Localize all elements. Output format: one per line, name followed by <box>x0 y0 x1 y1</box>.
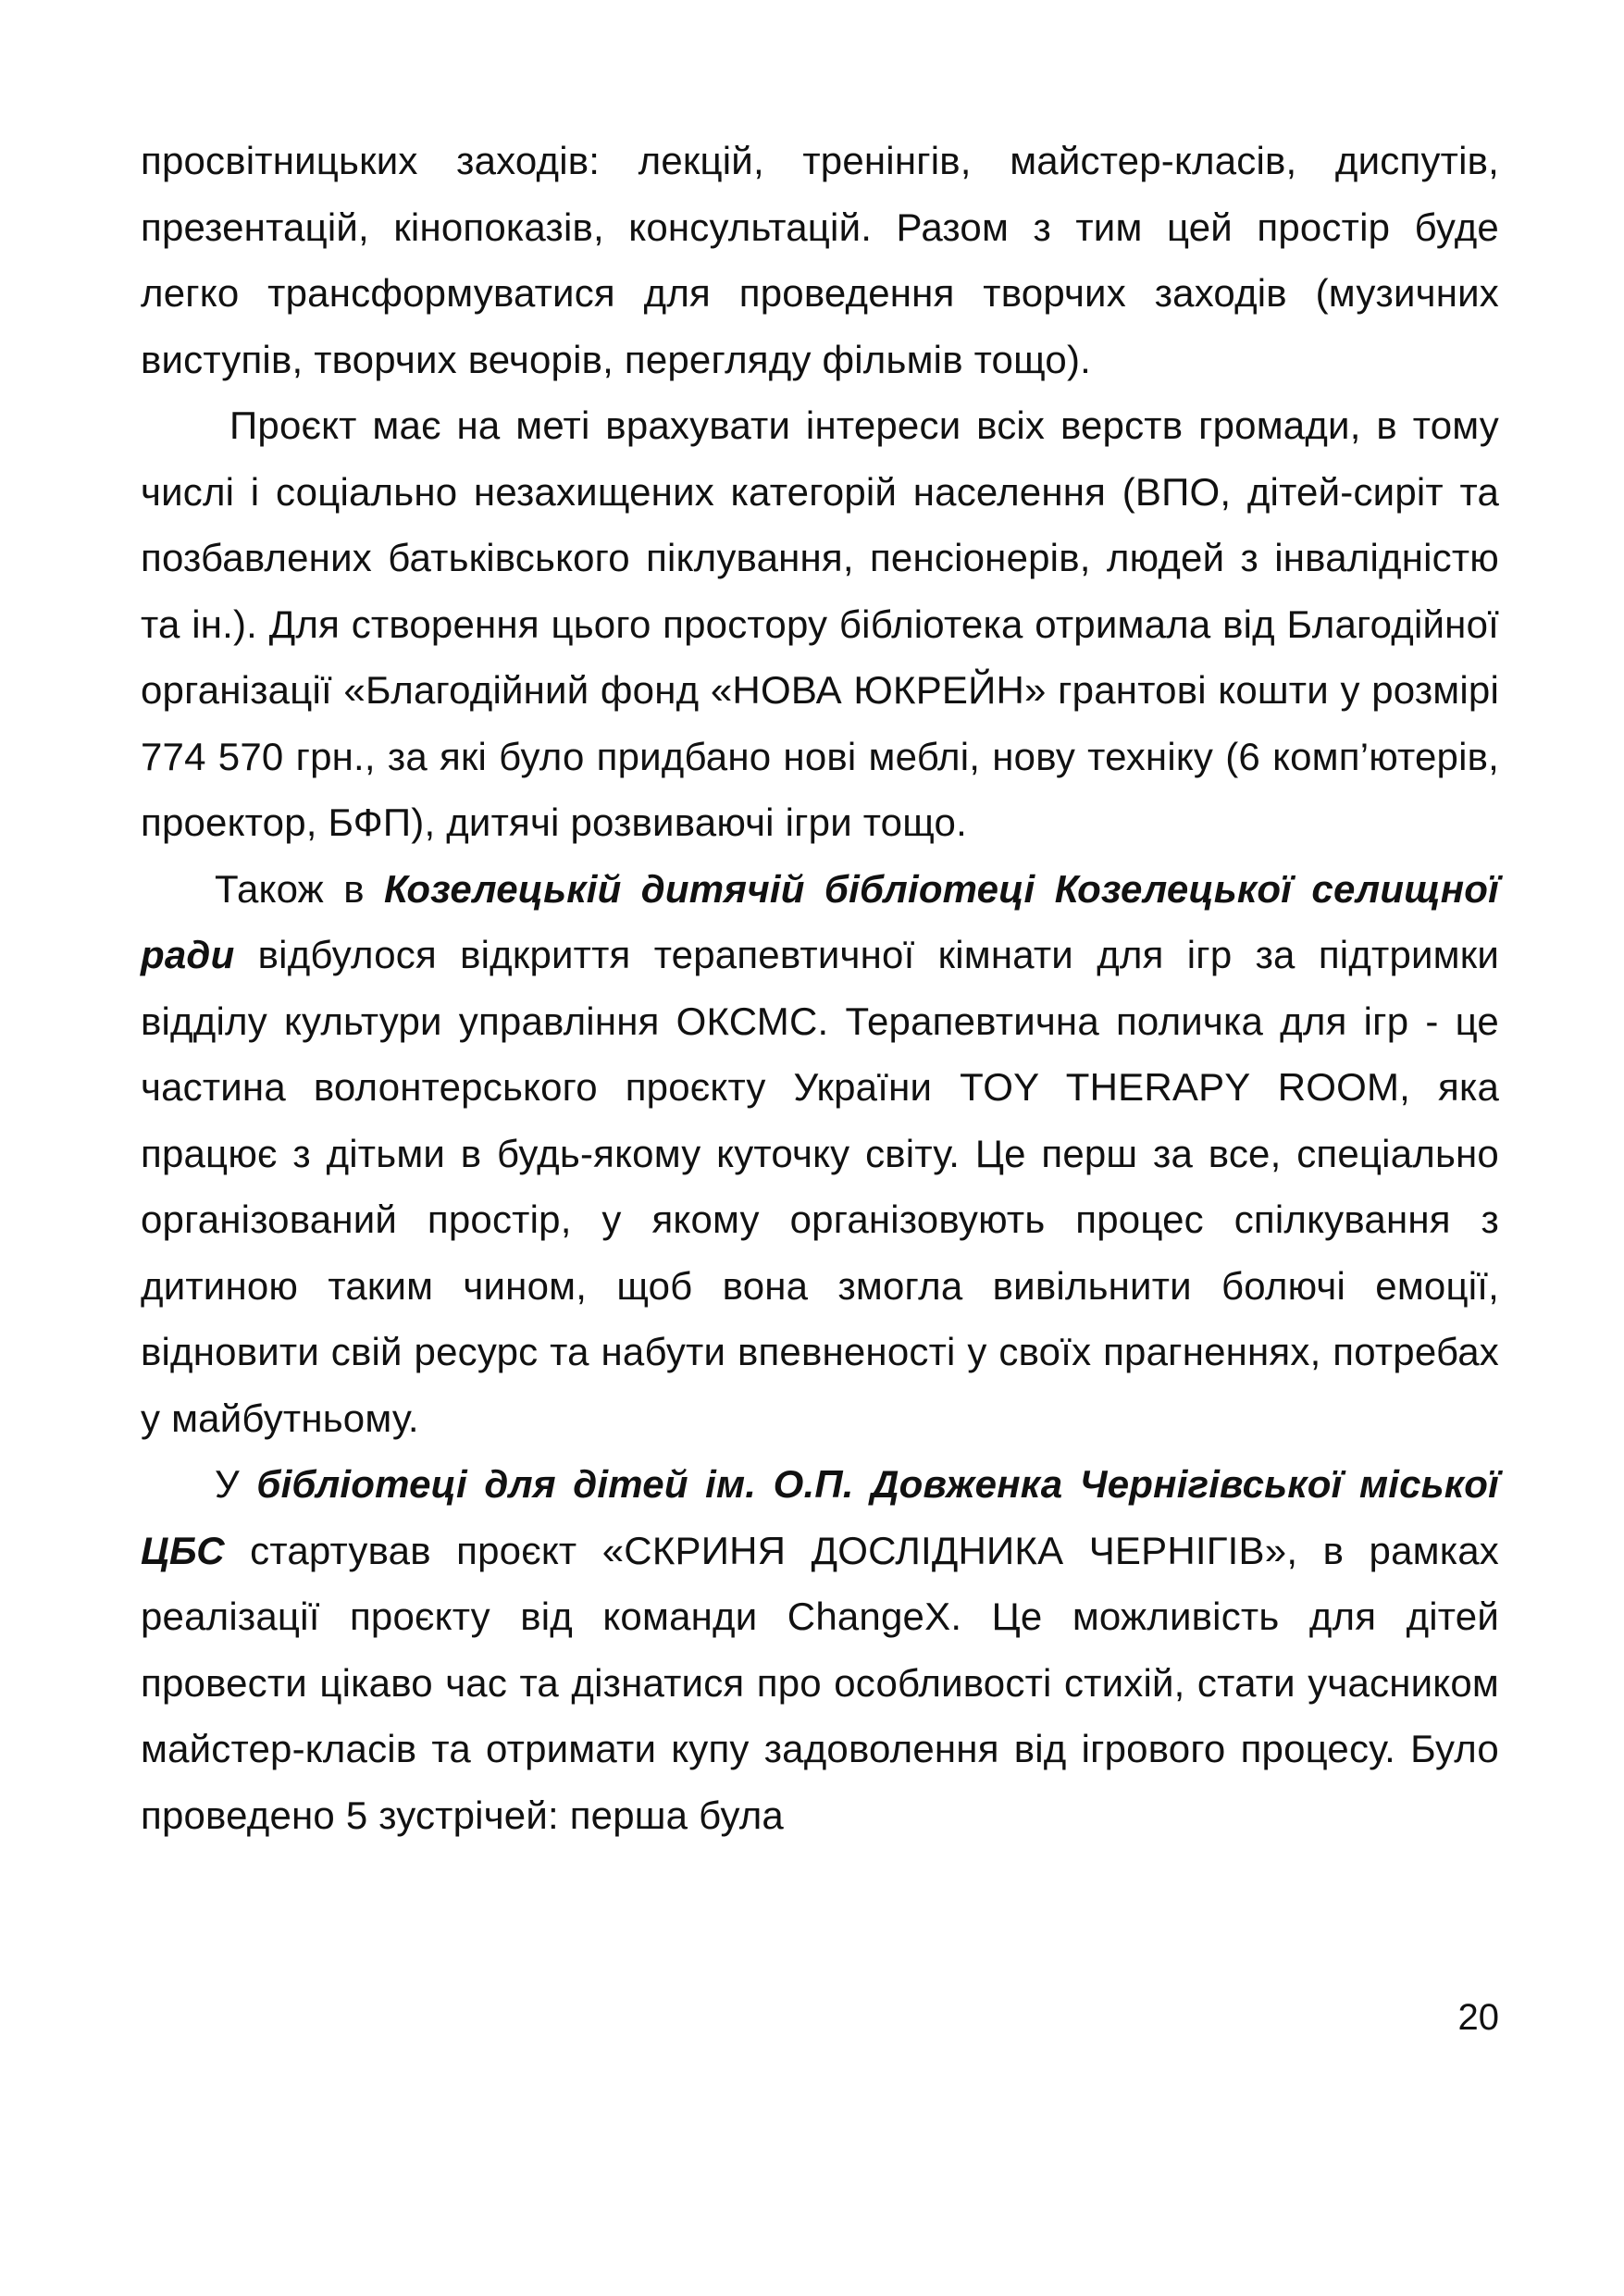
paragraph-3-lead: Також в <box>215 866 385 911</box>
paragraph-3-text: відбулося відкриття терапевтичної кімнати для ігр за підтримки відділу культури управління ОКСМС. Терапевтична поличка для ігр - це частина волонтерського проєкту України TOY THERAPY ROOM, яка працює з дітьми в будь-якому куточку світу. Це перш за все, спеціально організований простір, у якому організовують процес спілкування з дитиною таким чином, щоб вона змогла вивільнити болючі емоції, відновити свій ресурс та набути впевненості у своїх прагненнях, потребах у майбутньому. <box>141 933 1499 1440</box>
paragraph-3 <box>141 856 1499 1452</box>
paragraph-2: Проєкт має на меті врахувати інтереси всіх верств громади, в тому числі і соціально незахищених категорій населення (ВПО, дітей-сиріт та позбавлених батьківського піклування, пенсіонерів, людей з інвалідністю та ін.). Для створення цього простору бібліотека отримала від Благодійної організації «Благодійний фонд «НОВА ЮКРЕЙН» грантові кошти у розмірі 774 570 грн., за які було придбано нові меблі, нову техніку (6 комп’ютерів, проектор, БФП), дитячі розвиваючі ігри тощо. <box>141 403 1499 844</box>
page-number: 20 <box>1457 1997 1499 2038</box>
body-text <box>141 128 1499 1848</box>
library-name-dovzhenko: бібліотеці для дітей ім. О.П. Довженка Чернігівської міської ЦБС <box>141 1462 1500 1572</box>
paragraph-4 <box>141 1451 1499 1848</box>
paragraph-4-text: стартував проєкт «СКРИНЯ ДОСЛІДНИКА ЧЕРНІГІВ», в рамках реалізації проєкту від команди ChangeX. Це можливість для дітей провести цікаво час та дізнатися про особливості стихій, стати учасником майстер-класів та отримати купу задоволення від ігрового процесу. Було проведено 5 зустрічей: перша була <box>141 1528 1499 1837</box>
paragraph-1: просвітницьких заходів: лекцій, тренінгів, майстер-класів, диспутів, презентацій, кінопоказів, консультацій. Разом з тим цей простір буде легко трансформуватися для проведення творчих заходів (музичних виступів, творчих вечорів, перегляду фільмів тощо). <box>141 139 1499 381</box>
library-name-kozelets: Козелецькій дитячій бібліотеці Козелецької селищної ради <box>141 866 1499 976</box>
paragraph-4-lead: У <box>215 1462 257 1506</box>
